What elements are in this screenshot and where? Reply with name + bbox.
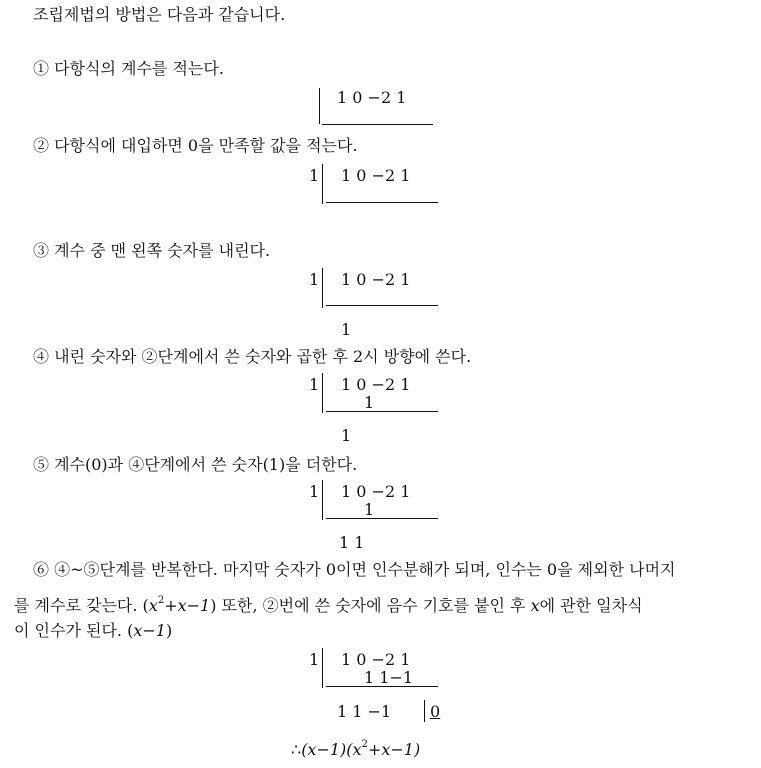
poly-x: x	[148, 596, 158, 615]
step-4-text: ④ 내린 숫자와 ②단계에서 쓴 숫자와 곱한 후 2시 방향에 쓴다.	[33, 347, 472, 366]
conclusion	[291, 734, 420, 761]
step-6-line-3-a: 이 인수가 된다. (	[14, 621, 134, 640]
division-horizontal-bar	[322, 124, 433, 125]
factor: x−1	[133, 621, 166, 640]
divisor: 1	[309, 650, 320, 669]
step-6-line-1: ⑥ ④~⑤단계를 반복한다. 마지막 숫자가 0이면 인수분해가 되며, 인수는 0을 제외한 나머지	[33, 560, 676, 579]
step-6-line-2-a: 를 계수로 갖는다. (	[14, 596, 149, 615]
step-6-line-3-b: )	[165, 621, 173, 640]
division-vertical-bar	[322, 648, 323, 688]
divisor: 1	[309, 375, 320, 394]
result-row: 1	[341, 426, 352, 445]
remainder-bar	[424, 700, 425, 722]
coefficients: 1 0 −2 1	[341, 270, 411, 289]
divisor: 1	[309, 482, 320, 501]
division-vertical-bar	[319, 88, 320, 124]
step-6-line-3	[14, 620, 172, 642]
intro-text: 조립제법의 방법은 다음과 같습니다.	[33, 5, 286, 24]
division-vertical-bar	[322, 373, 323, 413]
coefficients: 1 0 −2 1	[341, 375, 411, 394]
conclusion-left: (x−1)(x	[301, 740, 362, 759]
divisor: 1	[309, 166, 320, 185]
result-row: 1 1 −1	[337, 702, 392, 721]
product-row: 1 1−1	[364, 668, 414, 687]
coefficients: 1 0 −2 1	[341, 650, 411, 669]
division-vertical-bar	[322, 268, 323, 308]
product-row: 1	[364, 393, 375, 412]
coefficients: 1 0 −2 1	[341, 166, 411, 185]
division-horizontal-bar	[326, 305, 438, 306]
step-6-line-2-b: ) 또한, ②번에 쓴 숫자에 음수 기호를 붙인 후	[210, 596, 531, 615]
division-horizontal-bar	[326, 202, 438, 203]
poly-exponent: 2	[157, 595, 165, 606]
division-horizontal-bar	[326, 411, 438, 412]
step-1-text: ① 다항식의 계수를 적는다.	[33, 59, 224, 78]
division-vertical-bar	[322, 480, 323, 520]
product-row: 1	[364, 500, 375, 519]
result-row: 1	[341, 320, 352, 339]
conclusion-exponent: 2	[361, 739, 368, 750]
step-6-line-2-c: 에 관한 일차식	[539, 596, 643, 615]
x-variable: x	[530, 596, 540, 615]
result-row: 1 1	[339, 533, 365, 552]
poly-rest: +x−1	[164, 596, 211, 615]
step-6-line-2	[14, 590, 643, 617]
step-5-text: ⑤ 계수(0)과 ④단계에서 쓴 숫자(1)을 더한다.	[33, 455, 358, 474]
division-vertical-bar	[322, 164, 323, 204]
step-2-text: ② 다항식에 대입하면 0을 만족할 값을 적는다.	[33, 136, 358, 155]
remainder: 0	[430, 702, 441, 721]
therefore-symbol: ∴	[291, 740, 302, 759]
coefficients: 1 0 −2 1	[341, 482, 411, 501]
division-horizontal-bar	[326, 518, 438, 519]
coefficients: 1 0 −2 1	[337, 88, 407, 107]
conclusion-right: +x−1)	[367, 740, 421, 759]
divisor: 1	[309, 270, 320, 289]
step-3-text: ③ 계수 중 맨 왼쪽 숫자를 내린다.	[33, 241, 271, 260]
